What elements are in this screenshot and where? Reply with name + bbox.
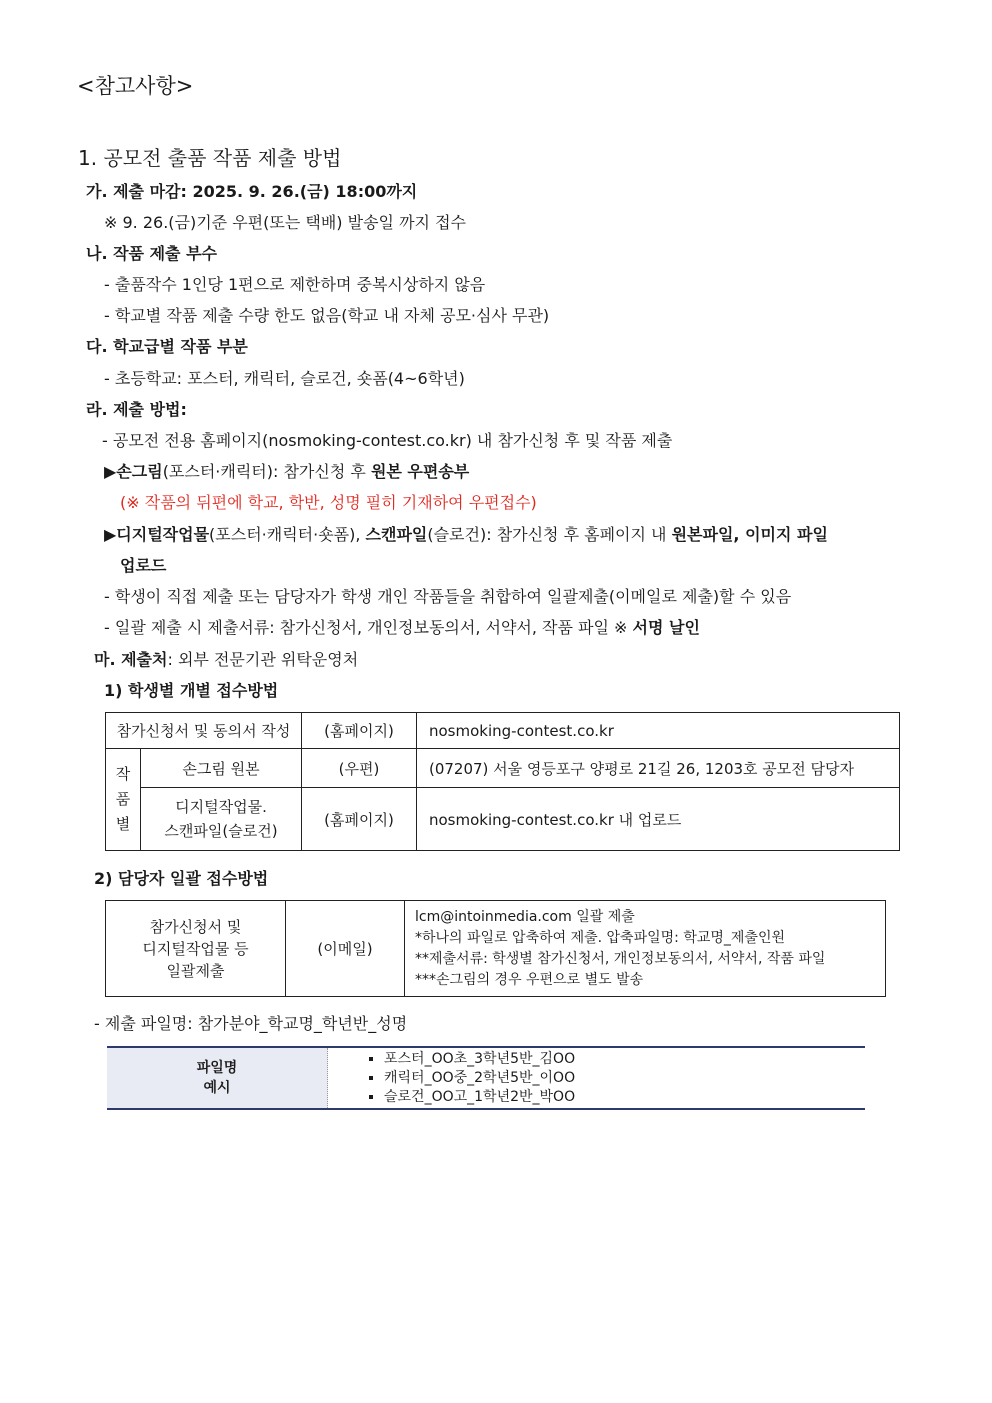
filename-example-list <box>340 1050 853 1107</box>
digital-text-1: (포스터·캐릭터·숏폼), <box>209 525 366 544</box>
method-line-3 <box>104 615 700 638</box>
digital-bold: 원본파일, 이미지 파일 <box>671 525 828 544</box>
t1-r3-c3: nosmoking-contest.co.kr 내 업로드 <box>416 788 899 851</box>
hand-bold: 원본 우편송부 <box>370 462 470 481</box>
hand-text: (포스터·캐릭터): 참가신청 후 <box>162 462 371 481</box>
document-title: <참고사항> <box>77 74 194 98</box>
hand-label: ▶손그림 <box>104 462 163 481</box>
bulk-table <box>105 900 886 997</box>
destination-label: 마. 제출처 <box>94 650 168 669</box>
digital-text-2: (슬로건): 참가신청 후 홈페이지 내 <box>427 525 672 544</box>
hand-drawing-line <box>104 459 469 482</box>
digital-line <box>104 522 828 545</box>
t2-line-3: **제출서류: 학생별 참가신청서, 개인정보동의서, 서약서, 작품 파일 <box>415 950 826 967</box>
method-line-2: - 학생이 직접 제출 또는 담당자가 학생 개인 작품들을 취합하여 일괄제출(이메일로 제출)할 수 있음 <box>104 587 792 606</box>
t2-line-1: lcm@intoinmedia.com 일괄 제출 <box>415 908 635 925</box>
t2-line-2: *하나의 파일로 압축하여 제출. 압축파일명: 학교명_제출인원 <box>415 929 785 946</box>
t1-r3-c1: 디지털작업물. 스캔파일(슬로건) <box>141 788 302 851</box>
hand-drawing-note: (※ 작품의 뒤편에 학교, 학반, 성명 필히 기재하여 우편접수) <box>120 493 537 512</box>
t1-r2-c2: (우편) <box>301 749 416 788</box>
digital-line-cont: 업로드 <box>120 556 167 575</box>
level-item-1: - 초등학교: 포스터, 캐릭터, 슬로건, 숏폼(4~6학년) <box>104 369 465 388</box>
t1-r2-c3: (07207) 서울 영등포구 양평로 21길 26, 1203호 공모전 담당자 <box>416 749 899 788</box>
list-item: ▪ 슬로건_OO고_1학년2반_박OO <box>384 1088 853 1107</box>
method-line-1: - 공모전 전용 홈페이지(nosmoking-contest.co.kr) 내 참가신청 후 및 작품 제출 <box>102 431 673 450</box>
deadline-note: ※ 9. 26.(금)기준 우편(또는 택배) 발송일 까지 접수 <box>104 213 466 232</box>
count-item-1: - 출품작수 1인당 1편으로 제한하며 중복시상하지 않음 <box>104 275 486 294</box>
t2-c3 <box>405 901 886 997</box>
subheading-bulk: 2) 담당자 일괄 접수방법 <box>94 869 269 888</box>
deadline-heading: 가. 제출 마감: 2025. 9. 26.(금) 18:00까지 <box>86 182 418 201</box>
count-heading: 나. 작품 제출 부수 <box>86 244 217 263</box>
t1-r3-c2: (홈페이지) <box>301 788 416 851</box>
digital-label: ▶디지털작업물 <box>104 525 210 544</box>
t1-group-label: 작 품 별 <box>106 749 141 851</box>
t2-c2: (이메일) <box>286 901 405 997</box>
t3-list-cell <box>328 1047 866 1109</box>
level-heading: 다. 학교급별 작품 부분 <box>86 337 248 356</box>
t2-line-4: ***손그림의 경우 우편으로 별도 발송 <box>415 971 644 988</box>
t1-r1-c3: nosmoking-contest.co.kr <box>416 713 899 749</box>
t1-r1-c1: 참가신청서 및 동의서 작성 <box>106 713 302 749</box>
scan-label: 스캔파일 <box>365 525 428 544</box>
t2-c1: 참가신청서 및 디지털작업물 등 일괄제출 <box>106 901 286 997</box>
t1-r1-c2: (홈페이지) <box>301 713 416 749</box>
individual-table <box>105 712 900 851</box>
t3-label: 파일명 예시 <box>107 1047 328 1109</box>
filename-line: - 제출 파일명: 참가분야_학교명_학년반_성명 <box>94 1014 408 1033</box>
subheading-individual: 1) 학생별 개별 접수방법 <box>104 681 279 700</box>
filename-example-table <box>107 1046 865 1110</box>
method-heading: 라. 제출 방법: <box>86 400 187 419</box>
destination-text: : 외부 전문기관 위탁운영처 <box>167 650 359 669</box>
t1-r2-c1: 손그림 원본 <box>141 749 302 788</box>
list-item: ▪ 포스터_OO초_3학년5반_김OO <box>384 1050 853 1069</box>
signature-bold: 서명 날인 <box>632 618 700 637</box>
list-item: ▪ 캐릭터_OO중_2학년5반_이OO <box>384 1069 853 1088</box>
section-1-heading: 1. 공모전 출품 작품 제출 방법 <box>78 146 342 170</box>
count-item-2: - 학교별 작품 제출 수량 한도 없음(학교 내 자체 공모·심사 무관) <box>104 306 550 325</box>
destination-line <box>94 647 358 670</box>
docs-text: - 일괄 제출 시 제출서류: 참가신청서, 개인정보동의서, 서약서, 작품 파일 ※ <box>104 618 633 637</box>
